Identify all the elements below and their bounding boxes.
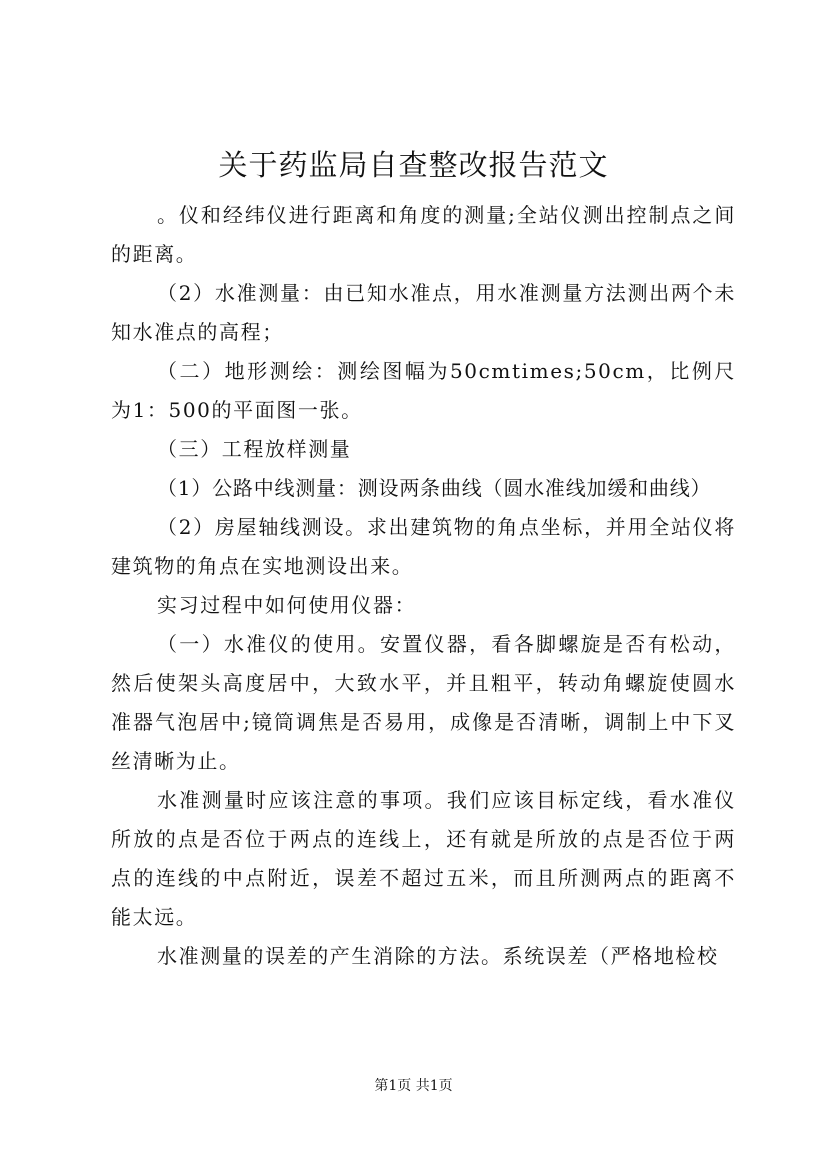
document-title: 关于药监局自查整改报告范文 [218, 148, 609, 182]
document-body [111, 196, 736, 976]
paragraph: （2）水准测量：由已知水准点，用水准测量方法测出两个未知水准点的高程； [111, 281, 736, 344]
paragraph: 实习过程中如何使用仪器： [157, 593, 417, 617]
paragraph: （1）公路中线测量：测设两条曲线（圆水准线加缓和曲线） [157, 476, 712, 500]
paragraph: （三）工程放样测量 [157, 437, 352, 461]
paragraph: 水准测量的误差的产生消除的方法。系统误差（严格地检校 [157, 944, 719, 968]
paragraph: 水准测量时应该注意的事项。我们应该目标定线，看水准仪所放的点是否位于两点的连线上，还有就是所放的点是否位于两点的连线的中点附近，误差不超过五米，而且所测两点的距离不能太远。 [111, 788, 736, 929]
page-number: 第1页 共1页 [374, 1078, 453, 1094]
paragraph: 。仪和经纬仪进行距离和角度的测量;全站仪测出控制点之间的距离。 [111, 203, 736, 266]
paragraph: （二）地形测绘：测绘图幅为50cmtimes;50cm，比例尺为1：500的平面图一张。 [111, 359, 736, 422]
paragraph: （一）水准仪的使用。安置仪器，看各脚螺旋是否有松动，然后使架头高度居中，大致水平，并且粗平，转动角螺旋使圆水准器气泡居中;镜筒调焦是否易用，成像是否清晰，调制上中下叉丝清晰为止。 [111, 632, 736, 773]
paragraph: （2）房屋轴线测设。求出建筑物的角点坐标，并用全站仪将建筑物的角点在实地测设出来。 [111, 515, 736, 578]
